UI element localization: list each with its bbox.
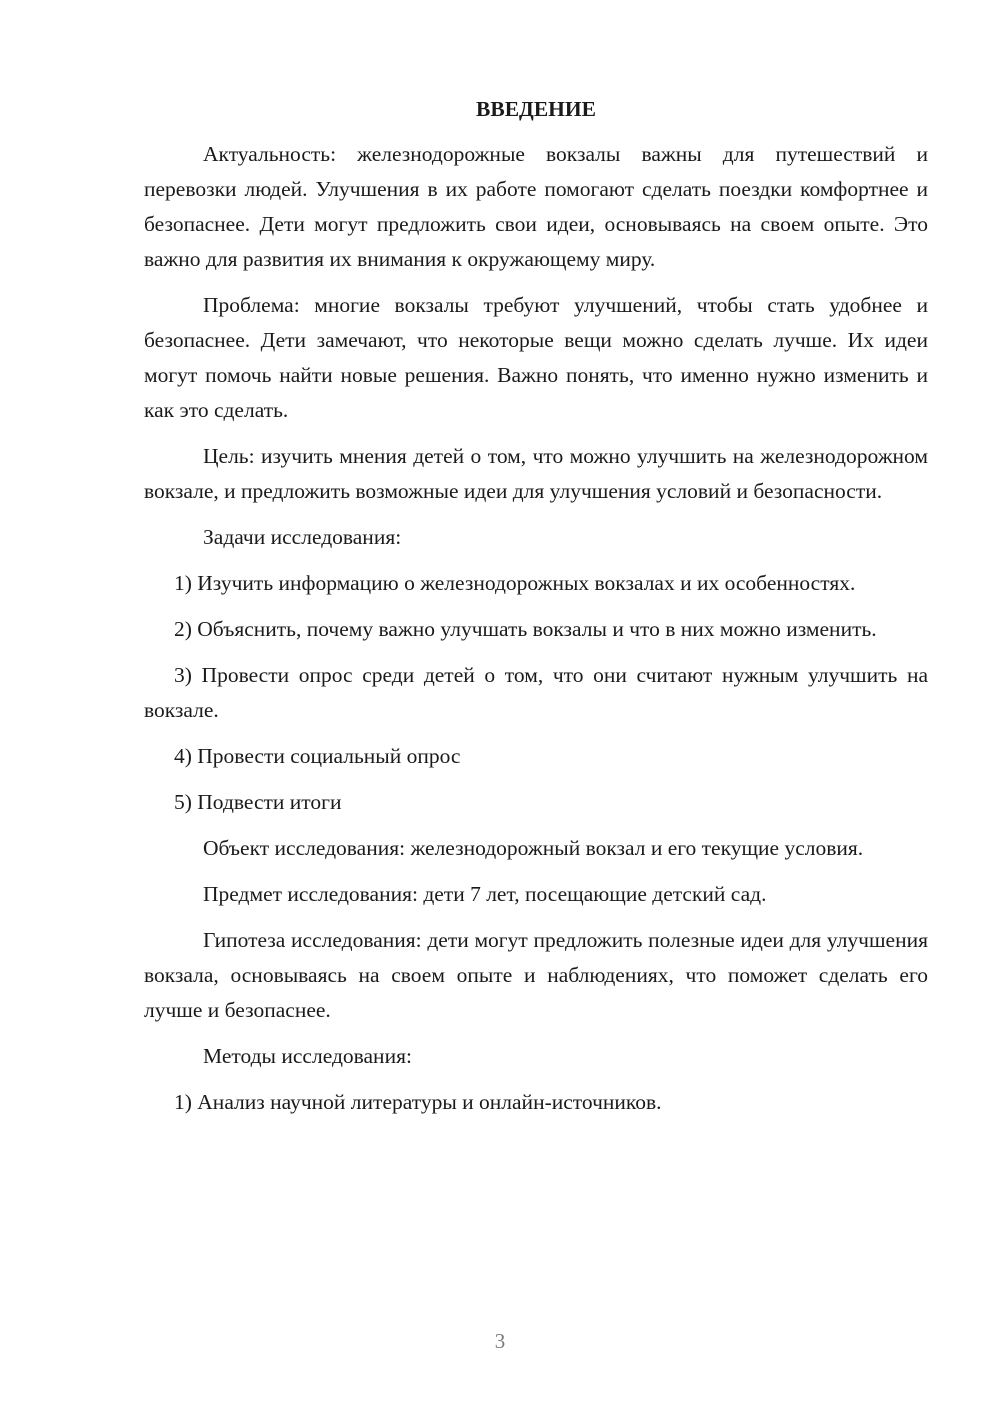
method-item-1: 1) Анализ научной литературы и онлайн-источников. xyxy=(174,1090,662,1114)
relevance-paragraph: Актуальность: железнодорожные вокзалы важны для путешествий и перевозки людей. Улучшения в их работе помогают сделать поездки комфортнее и безопаснее. Дети могут предложить свои идеи, основываясь на своем опыте. Это важно для развития их внимания к окружающему миру. xyxy=(144,142,928,271)
goal-paragraph: Цель: изучить мнения детей о том, что можно улучшить на железнодорожном вокзале, и предложить возможные идеи для улучшения условий и безопасности. xyxy=(144,444,928,503)
task-item-2: 2) Объяснить, почему важно улучшать вокзалы и что в них можно изменить. xyxy=(174,617,877,641)
page-content xyxy=(144,92,928,1131)
subject-paragraph: Предмет исследования: дети 7 лет, посещающие детский сад. xyxy=(203,882,767,906)
object-paragraph: Объект исследования: железнодорожный вокзал и его текущие условия. xyxy=(203,836,864,860)
task-item-1: 1) Изучить информацию о железнодорожных вокзалах и их особенностях. xyxy=(174,571,856,595)
page-number: 3 xyxy=(494,1329,506,1353)
task-item-5: 5) Подвести итоги xyxy=(174,790,342,814)
task-item-3: 3) Провести опрос среди детей о том, что они считают нужным улучшить на вокзале. xyxy=(144,663,928,722)
tasks-heading: Задачи исследования: xyxy=(203,525,402,549)
page-title: ВВЕДЕНИЕ xyxy=(476,97,596,121)
methods-heading: Методы исследования: xyxy=(203,1044,412,1068)
problem-paragraph: Проблема: многие вокзалы требуют улучшений, чтобы стать удобнее и безопаснее. Дети замечают, что некоторые вещи можно сделать лучше. Их идеи могут помочь найти новые решения. Важно понять, что именно нужно изменить и как это сделать. xyxy=(144,293,928,422)
hypothesis-paragraph: Гипотеза исследования: дети могут предложить полезные идеи для улучшения вокзала, основываясь на своем опыте и наблюдениях, что поможет сделать его лучше и безопаснее. xyxy=(144,928,928,1022)
task-item-4: 4) Провести социальный опрос xyxy=(174,744,461,768)
